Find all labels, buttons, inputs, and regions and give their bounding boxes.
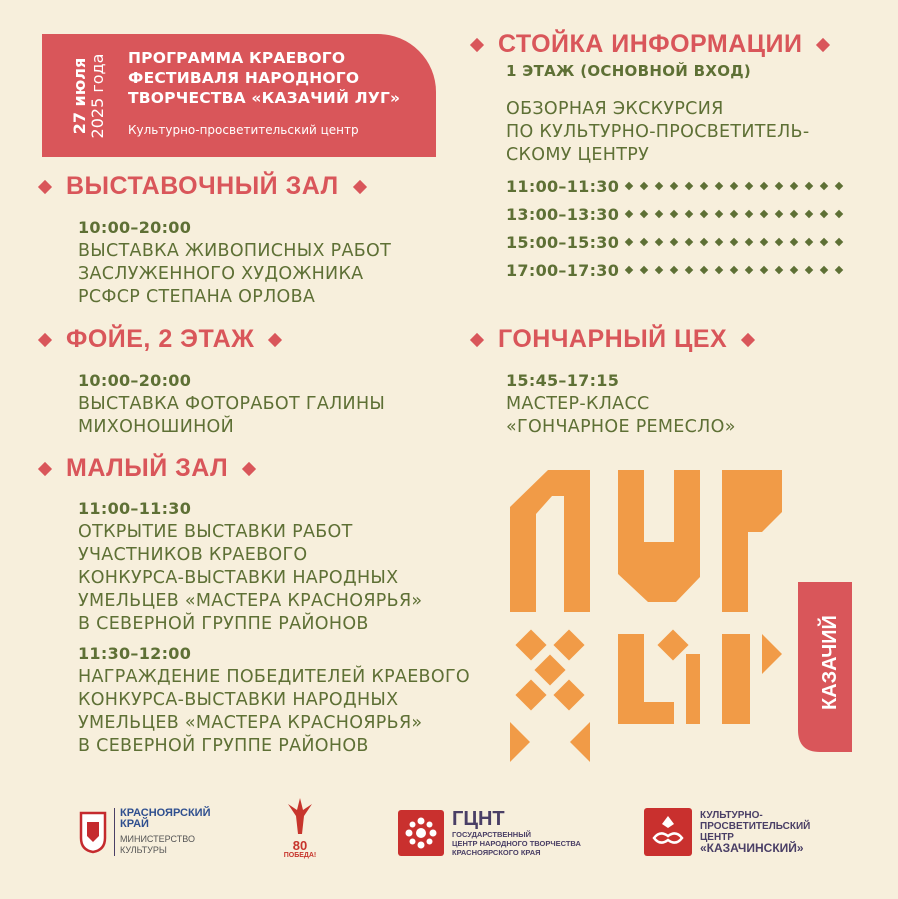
logo-line: КУЛЬТУРНО- — [700, 810, 763, 821]
desc-line: В СЕВЕРНОЙ ГРУППЕ РАЙОНОВ — [78, 736, 369, 756]
diamond-icon — [741, 332, 755, 346]
info-desk-subtitle: 1 ЭТАЖ (ОСНОВНОЙ ВХОД) — [506, 62, 752, 80]
victory-number: 80 — [292, 838, 308, 853]
logo-line: МИНИСТЕРСТВО — [120, 834, 195, 844]
schedule-row — [506, 172, 842, 200]
date-day: 27 июля — [70, 57, 90, 135]
diamond-icon — [816, 37, 830, 51]
logo-line: ГОСУДАРСТВЕННЫЙ — [452, 830, 531, 839]
desc-line: ЗАСЛУЖЕННОГО ХУДОЖНИКА — [78, 264, 364, 284]
pottery-time: 15:45–17:15 — [506, 371, 620, 390]
logo-line: КУЛЬТУРЫ — [120, 845, 167, 855]
section-title: ГОНЧАРНЫЙ ЦЕХ — [498, 325, 728, 353]
schedule-row — [506, 256, 842, 284]
diamond-icon — [38, 179, 52, 193]
logo-line: ЦЕНТР НАРОДНОГО ТВОРЧЕСТВА — [452, 839, 581, 848]
pottery-desc — [506, 393, 736, 439]
logo-line: КРАЙ — [120, 818, 149, 830]
desc-line: ВЫСТАВКА ФОТОРАБОТ ГАЛИНЫ — [78, 394, 386, 414]
desc-line: «ГОНЧАРНОЕ РЕМЕСЛО» — [506, 417, 736, 437]
schedule-time: 11:00–11:30 — [506, 176, 620, 196]
gcnt-emblem-icon — [398, 810, 444, 856]
dot-leader — [626, 267, 842, 273]
schedule-row — [506, 200, 842, 228]
logo-gcnt — [398, 808, 581, 857]
foyer-desc — [78, 393, 385, 439]
schedule-time: 17:00–17:30 — [506, 260, 620, 280]
logo-krasnoyarsk — [78, 808, 211, 856]
date-year: 2025 года — [88, 53, 107, 139]
small-hall-desc-1 — [78, 521, 422, 636]
desc-line: УЧАСТНИКОВ КРАЕВОГО — [78, 545, 308, 565]
krasnoyarsk-text — [114, 808, 211, 856]
desc-line: ПО КУЛЬТУРНО-ПРОСВЕТИТЕЛЬ- — [506, 122, 810, 142]
program-title — [128, 48, 428, 108]
title-line: ФЕСТИВАЛЯ НАРОДНОГО — [128, 69, 360, 87]
small-hall-time-2: 11:30–12:00 — [78, 644, 192, 663]
program-header — [42, 34, 436, 157]
desc-line: НАГРАЖДЕНИЕ ПОБЕДИТЕЛЕЙ КРАЕВОГО — [78, 667, 470, 687]
section-title: ФОЙЕ, 2 ЭТАЖ — [66, 325, 255, 353]
kpc-emblem-icon — [644, 808, 692, 856]
logo-line: ПРОСВЕТИТЕЛЬСКИЙ — [700, 821, 811, 832]
diamond-icon — [268, 332, 282, 346]
victory-label: ПОБЕДА! — [283, 852, 317, 859]
dot-leader — [626, 183, 842, 189]
info-desk-schedule — [506, 172, 842, 284]
section-title: СТОЙКА ИНФОРМАЦИИ — [498, 30, 803, 58]
logo-line: КРАСНОЯРСКИЙ — [120, 807, 211, 819]
desc-line: УМЕЛЬЦЕВ «МАСТЕРА КРАСНОЯРЬЯ» — [78, 591, 423, 611]
logo-letter-l — [510, 470, 590, 612]
diamond-icon — [38, 332, 52, 346]
desc-line: МАСТЕР-КЛАСС — [506, 394, 650, 414]
desc-line: ОБЗОРНАЯ ЭКСКУРСИЯ — [506, 99, 724, 119]
desc-line: РСФСР СТЕПАНА ОРЛОВА — [78, 287, 316, 307]
foyer-time: 10:00–20:00 — [78, 371, 192, 390]
logo-letter-g — [722, 470, 782, 612]
kazachiy-tag-text: КАЗАЧИЙ — [819, 615, 841, 710]
exhibition-time: 10:00–20:00 — [78, 218, 192, 237]
logo-kpc-kazachinsky — [644, 808, 810, 856]
festival-logo-lug — [500, 462, 862, 762]
title-line: ТВОРЧЕСТВА «КАЗАЧИЙ ЛУГ» — [128, 89, 401, 107]
logo-line: «КАЗАЧИНСКИЙ» — [700, 841, 804, 855]
diamond-icon — [470, 332, 484, 346]
monument-icon — [280, 796, 320, 836]
logo-line: КРАСНОЯРСКОГО КРАЯ — [452, 848, 541, 857]
desc-line: УМЕЛЬЦЕВ «МАСТЕРА КРАСНОЯРЬЯ» — [78, 713, 423, 733]
small-hall-desc-2 — [78, 666, 470, 758]
diamond-icon — [470, 37, 484, 51]
desc-line: СКОМУ ЦЕНТРУ — [506, 145, 650, 165]
exhibition-desc — [78, 240, 391, 309]
section-title: МАЛЫЙ ЗАЛ — [66, 454, 229, 482]
section-foyer-title — [40, 325, 280, 354]
desc-line: МИХОНОШИНОЙ — [78, 417, 235, 437]
desc-line: ОТКРЫТИЕ ВЫСТАВКИ РАБОТ — [78, 522, 353, 542]
schedule-row — [506, 228, 842, 256]
small-hall-time-1: 11:00–11:30 — [78, 499, 192, 518]
section-small-hall-title — [40, 454, 254, 483]
dot-leader — [626, 239, 842, 245]
desc-line: КОНКУРСА-ВЫСТАВКИ НАРОДНЫХ — [78, 690, 399, 710]
section-info-desk-title — [472, 30, 828, 59]
info-desk-desc — [506, 98, 809, 167]
schedule-time: 13:00–13:30 — [506, 204, 620, 224]
kpc-text — [700, 810, 810, 854]
dot-leader — [626, 211, 842, 217]
title-line: ПРОГРАММА КРАЕВОГО — [128, 49, 346, 67]
gcnt-abbr: ГЦНТ — [452, 808, 505, 830]
schedule-time: 15:00–15:30 — [506, 232, 620, 252]
diamond-icon — [38, 461, 52, 475]
desc-line: КОНКУРСА-ВЫСТАВКИ НАРОДНЫХ — [78, 568, 399, 588]
desc-line: ВЫСТАВКА ЖИВОПИСНЫХ РАБОТ — [78, 241, 392, 261]
program-subtitle: Культурно-просветительский центр — [128, 123, 359, 137]
logo-letter-u — [618, 470, 700, 602]
diamond-icon — [353, 179, 367, 193]
section-exhibition-hall-title — [40, 172, 365, 201]
desc-line: В СЕВЕРНОЙ ГРУППЕ РАЙОНОВ — [78, 614, 369, 634]
diamond-icon — [242, 461, 256, 475]
section-title: ВЫСТАВОЧНЫЙ ЗАЛ — [66, 172, 339, 200]
section-pottery-title — [472, 325, 753, 354]
gcnt-text — [452, 808, 581, 857]
logo-line: ЦЕНТР — [700, 832, 734, 843]
logo-victory-80 — [280, 796, 320, 862]
coat-of-arms-icon — [78, 810, 108, 854]
